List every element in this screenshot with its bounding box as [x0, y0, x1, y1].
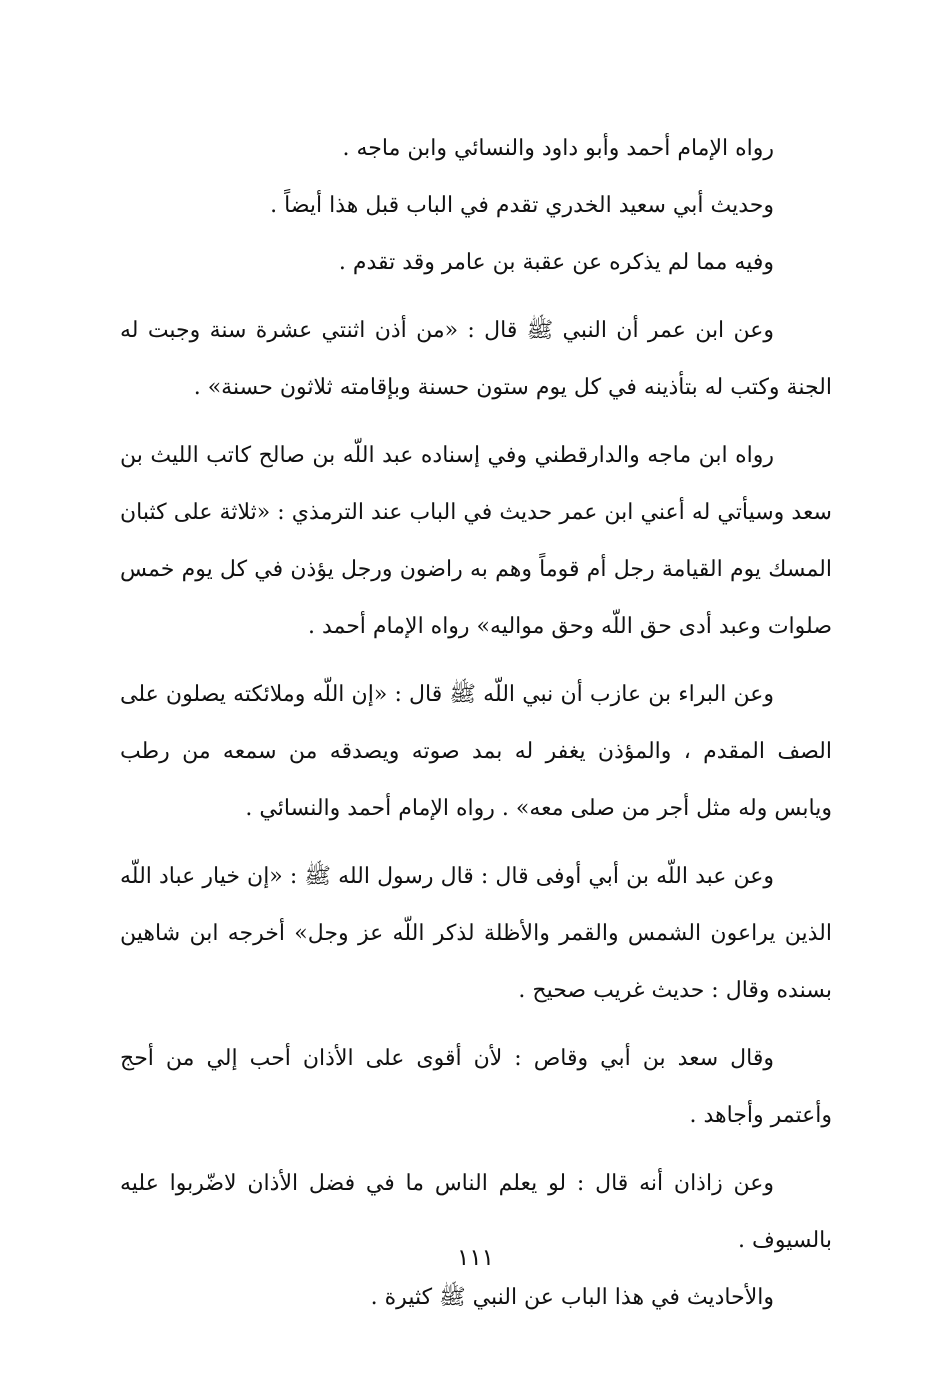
paragraph-4: وعن ابن عمر أن النبي ﷺ قال : «من أذن اثنتي عشرة سنة وجبت له الجنة وكتب له بتأذينه في كل يوم ستون حسنة وبإقامته ثلاثون حسنة» .	[120, 318, 832, 400]
paragraph-3: وفيه مما لم يذكره عن عقبة بن عامر وقد تقدم .	[338, 250, 774, 275]
paragraph-7: وعن عبد اللّه بن أبي أوفى قال : قال رسول الله ﷺ : «إن خيار عباد اللّه الذين يراعون الشمس والقمر والأظلة لذكر اللّه عز وجل» أخرجه ابن شاهين بسنده وقال : حديث غريب صحيح .	[120, 864, 832, 1003]
paragraph-5: رواه ابن ماجه والدارقطني وفي إسناده عبد اللّه بن صالح كاتب الليث بن سعد وسيأتي له أعني ابن عمر حديث في الباب عند الترمذي : «ثلاثة على كثبان المسك يوم القيامة رجل أم قوماً وهم به راضون ورجل يؤذن في كل يوم خمس صلوات وعبد أدى حق اللّه وحق مواليه» رواه الإمام أحمد .	[120, 443, 832, 639]
paragraph-1: رواه الإمام أحمد وأبو داود والنسائي وابن ماجه .	[342, 136, 774, 161]
paragraph-2: وحديث أبي سعيد الخدري تقدم في الباب قبل هذا أيضاً .	[270, 193, 774, 218]
paragraph-9: وعن زاذان أنه قال : لو يعلم الناس ما في فضل الأذان لاضّربوا عليه بالسيوف .	[120, 1171, 832, 1253]
body-text	[120, 120, 832, 1326]
paragraph-8: وقال سعد بن أبي وقاص : لأن أقوى على الأذان أحب إلي من أحج وأعتمر وأجاهد .	[120, 1046, 832, 1128]
paragraph-6: وعن البراء بن عازب أن نبي اللّه ﷺ قال : «إن اللّه وملائكته يصلون على الصف المقدم ، والمؤذن يغفر له بمد صوته ويصدقه من سمعه من رطب ويابس وله مثل أجر من صلى معه» . رواه الإمام أحمد والنسائي .	[120, 682, 832, 821]
page-number: ١١١	[456, 1245, 495, 1271]
paragraph-10: والأحاديث في هذا الباب عن النبي ﷺ كثيرة .	[370, 1285, 774, 1310]
